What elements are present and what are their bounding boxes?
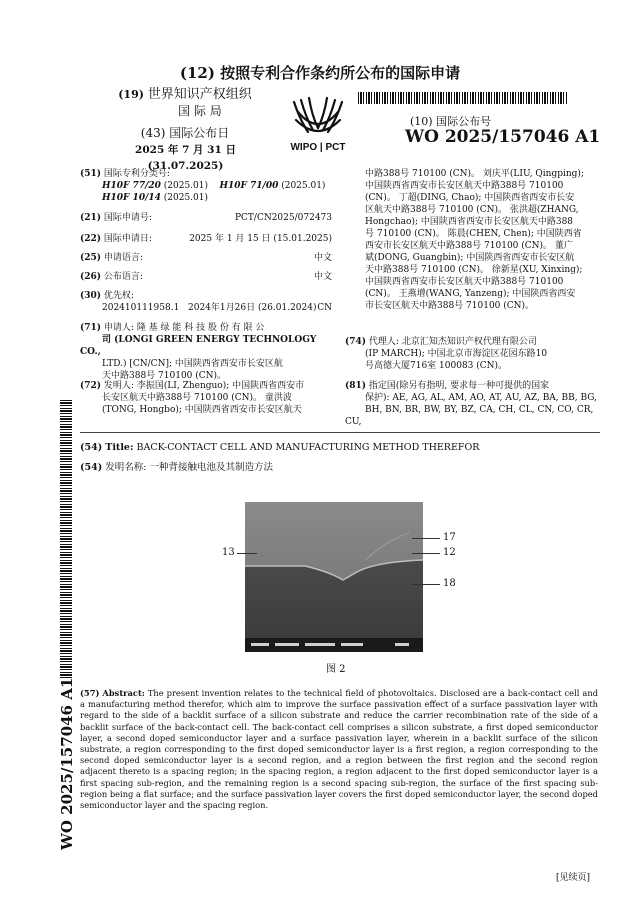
abstract-label: Abstract: bbox=[102, 688, 145, 698]
leader-line-17 bbox=[412, 538, 440, 539]
inventor-cont-4: 区航天中路388号 710100 (CN)。 张洪超(ZHANG, bbox=[365, 205, 579, 215]
pubdate-value: 2025 年 7 月 31 日 (31.07.2025) bbox=[135, 144, 236, 172]
ipc-3-date: (2025.01) bbox=[160, 193, 208, 203]
ipc-2: H10F 71/00 bbox=[219, 181, 279, 191]
fig-label-18: 18 bbox=[443, 578, 456, 589]
field-22-label: 国际申请日: bbox=[103, 234, 152, 244]
org-name: 世界知识产权组织 bbox=[147, 87, 252, 102]
field-21 bbox=[80, 212, 332, 224]
agent-line-1: 代理人: 北京汇知杰知识产权代理有限公司 bbox=[368, 337, 537, 347]
inventor-cont-12: 市长安区航天中路388号 710100 (CN)。 bbox=[365, 301, 535, 311]
ipc-3: H10F 10/14 bbox=[102, 193, 161, 203]
title-cn-code: (54) bbox=[80, 462, 103, 473]
title-en-label: Title: bbox=[105, 442, 134, 453]
inventor-cont-5: Hongchao); 中国陕西省西安市长安区航天中路388 bbox=[365, 217, 574, 227]
field-22-code: (22) bbox=[80, 234, 102, 244]
field-25-code: (25) bbox=[80, 253, 102, 263]
barcode-side bbox=[60, 400, 72, 680]
field-21-label: 国际申请号: bbox=[103, 213, 152, 223]
leader-line-12 bbox=[412, 553, 440, 554]
fig-label-17: 17 bbox=[443, 532, 456, 543]
field-30-label: 优先权: bbox=[103, 291, 134, 301]
field-71-code: (71) bbox=[80, 323, 102, 333]
field-26-code: (26) bbox=[80, 272, 102, 282]
field-51-label: 国际专利分类号: bbox=[103, 169, 170, 179]
field-21-value: PCT/CN2025/072473 bbox=[234, 213, 332, 223]
field-72-code: (72) bbox=[80, 381, 102, 391]
inventor-cont-6: 号 710100 (CN)。 陈晨(CHEN, Chen); 中国陕西省 bbox=[365, 229, 582, 239]
field-22-value: 2025 年 1 月 15 日 (15.01.2025) bbox=[189, 234, 332, 244]
title-english bbox=[80, 442, 479, 454]
title-en-value: BACK-CONTACT CELL AND MANUFACTURING METHOD THEREFOR bbox=[133, 442, 480, 453]
wipo-logo-text: WIPO | PCT bbox=[290, 142, 346, 153]
inventor-cont-1: 中路388号 710100 (CN)。 刘庆平(LIU, Qingping); bbox=[365, 169, 584, 179]
applicant-line-4: 天中路388号 710100 (CN)。 bbox=[102, 371, 227, 381]
field-74 bbox=[345, 336, 595, 372]
field-25 bbox=[80, 252, 332, 264]
inventor-line-3: (TONG, Hongbo); 中国陕西省西安市长安区航天 bbox=[102, 405, 302, 415]
field-25-label: 申请语言: bbox=[103, 253, 143, 263]
org-bureau: 国 际 局 bbox=[178, 104, 222, 118]
barcode-top bbox=[358, 92, 568, 104]
document-title: (12) 按照专利合作条约所公布的国际申请 bbox=[179, 64, 461, 82]
agent-line-2: (IP MARCH); 中国北京市海淀区花园东路10 bbox=[365, 349, 548, 359]
ipc-1-date: (2025.01) bbox=[160, 181, 208, 191]
states-line-2: 保护): AE, AG, AL, AM, AO, AT, AU, AZ, BA, BB, BG, bbox=[365, 393, 597, 403]
pubno-value: WO 2025/157046 A1 bbox=[405, 127, 601, 147]
abstract-code: (57) bbox=[80, 688, 100, 698]
figure-caption: 图 2 bbox=[326, 664, 346, 675]
field-21-code: (21) bbox=[80, 213, 102, 223]
field-30 bbox=[80, 290, 332, 314]
org-code: (19) bbox=[118, 88, 144, 101]
priority-country: CN bbox=[317, 303, 332, 313]
applicant-line-3: LTD.) [CN/CN]; 中国陕西省西安市长安区航 bbox=[102, 359, 283, 369]
states-line-1: 指定国(除另有指明, 要求每一种可提供的国家 bbox=[368, 381, 550, 391]
field-25-value: 中文 bbox=[313, 253, 332, 263]
wipo-logo bbox=[268, 92, 368, 154]
title-en-code: (54) bbox=[80, 442, 103, 453]
priority-date: 2024年1月26日 (26.01.2024) bbox=[188, 303, 317, 313]
ipc-2-date: (2025.01) bbox=[278, 181, 326, 191]
field-81-code: (81) bbox=[345, 381, 367, 391]
inventor-cont-8: 斌(DONG, Guangbin); 中国陕西省西安市长安区航 bbox=[365, 253, 575, 263]
sem-figure bbox=[245, 502, 423, 652]
field-72 bbox=[80, 380, 332, 416]
leader-line-13 bbox=[237, 553, 257, 554]
inventor-line-2: 长安区航天中路388号 710100 (CN)。 童洪波 bbox=[102, 393, 292, 403]
agent-line-3: 号高德大厦716室 100083 (CN)。 bbox=[365, 361, 508, 371]
applicant-line-1: 申请人: 隆 基 绿 能 科 技 股 份 有 限 公 bbox=[103, 323, 265, 333]
inventor-cont-7: 西安市长安区航天中路388号 710100 (CN)。 董广 bbox=[365, 241, 573, 251]
inventor-cont-3: (CN)。 丁超(DING, Chao); 中国陕西省西安市长安 bbox=[365, 193, 575, 203]
inventor-cont-9: 天中路388号 710100 (CN)。 徐新星(XU, Xinxing); bbox=[365, 265, 583, 275]
field-26 bbox=[80, 271, 332, 283]
field-26-label: 公布语言: bbox=[103, 272, 143, 282]
fig-label-12: 12 bbox=[443, 547, 456, 558]
fig-label-13: 13 bbox=[222, 547, 235, 558]
field-22 bbox=[80, 233, 332, 245]
abstract bbox=[80, 688, 598, 811]
inventor-cont-10: 中国陕西省西安市长安区航天中路388号 710100 bbox=[365, 277, 564, 287]
ipc-1: H10F 77/20 bbox=[102, 181, 161, 191]
field-26-value: 中文 bbox=[313, 272, 332, 282]
inventor-cont-2: 中国陕西省西安市长安区航天中路388号 710100 bbox=[365, 181, 564, 191]
continued-label: [见续页] bbox=[556, 873, 591, 883]
field-30-code: (30) bbox=[80, 291, 102, 301]
title-chinese bbox=[80, 462, 273, 474]
pubdate-label: (43) 国际公布日 bbox=[140, 126, 230, 140]
title-cn-label: 发明名称: bbox=[105, 462, 147, 473]
field-74-code: (74) bbox=[345, 337, 367, 347]
inventor-cont-11: (CN)。 王燕增(WANG, Yanzeng); 中国陕西省西安 bbox=[365, 289, 576, 299]
pubno-label: (10) 国际公布号 bbox=[410, 115, 492, 128]
separator-rule bbox=[80, 432, 600, 433]
side-publication-number: WO 2025/157046 A1 bbox=[58, 677, 76, 850]
leader-line-18 bbox=[412, 584, 440, 585]
states-line-3: BH, BN, BR, BW, BY, BZ, CA, CH, CL, CN, CO, CR, CU, bbox=[345, 405, 594, 427]
title-cn-value: 一种背接触电池及其制造方法 bbox=[146, 462, 273, 473]
field-81 bbox=[345, 380, 600, 428]
field-51 bbox=[80, 168, 332, 204]
inventor-line-1: 发明人: 李振国(LI, Zhenguo); 中国陕西省西安市 bbox=[103, 381, 305, 391]
field-51-code: (51) bbox=[80, 169, 102, 179]
org-name-line bbox=[105, 86, 265, 103]
abstract-text: The present invention relates to the technical field of photovoltaics. Disclosed are a back-contact cell and a manufacturing method therefor, which aim to improve the surface passivation effect of a surface passivation layer with regard to the side of a backlit surface of a silicon substrate and reduce the carrier recombination rate of the side of a backlit surface of the back-contact cell. The back-contact cell comprises a silicon substrate, a first doped semiconductor layer, a second doped semiconductor layer and a surface passivation layer, wherein in a backlit surface of the silicon substrate, a region corresponding to the first doped semiconductor layer is a first region, a region corresponding to the second doped semiconductor layer is a second region, and a region between the first region and the second region adjacent thereto is a spacing region; in the spacing region, a region adjacent to the first doped semiconductor layer is a first spacing sub-region, and the remaining region is a second spacing sub-region, the surface of the first spacing sub-region being a flat surface; and the surface passivation layer covers the first doped semiconductor layer, the second doped semiconductor layer and the spacing region. bbox=[80, 688, 598, 811]
applicant-line-2: 司 (LONGI GREEN ENERGY TECHNOLOGY CO., bbox=[80, 335, 317, 357]
inventors-continued bbox=[365, 168, 595, 312]
field-71 bbox=[80, 322, 332, 382]
priority-number: 202410111958.1 bbox=[102, 303, 180, 313]
